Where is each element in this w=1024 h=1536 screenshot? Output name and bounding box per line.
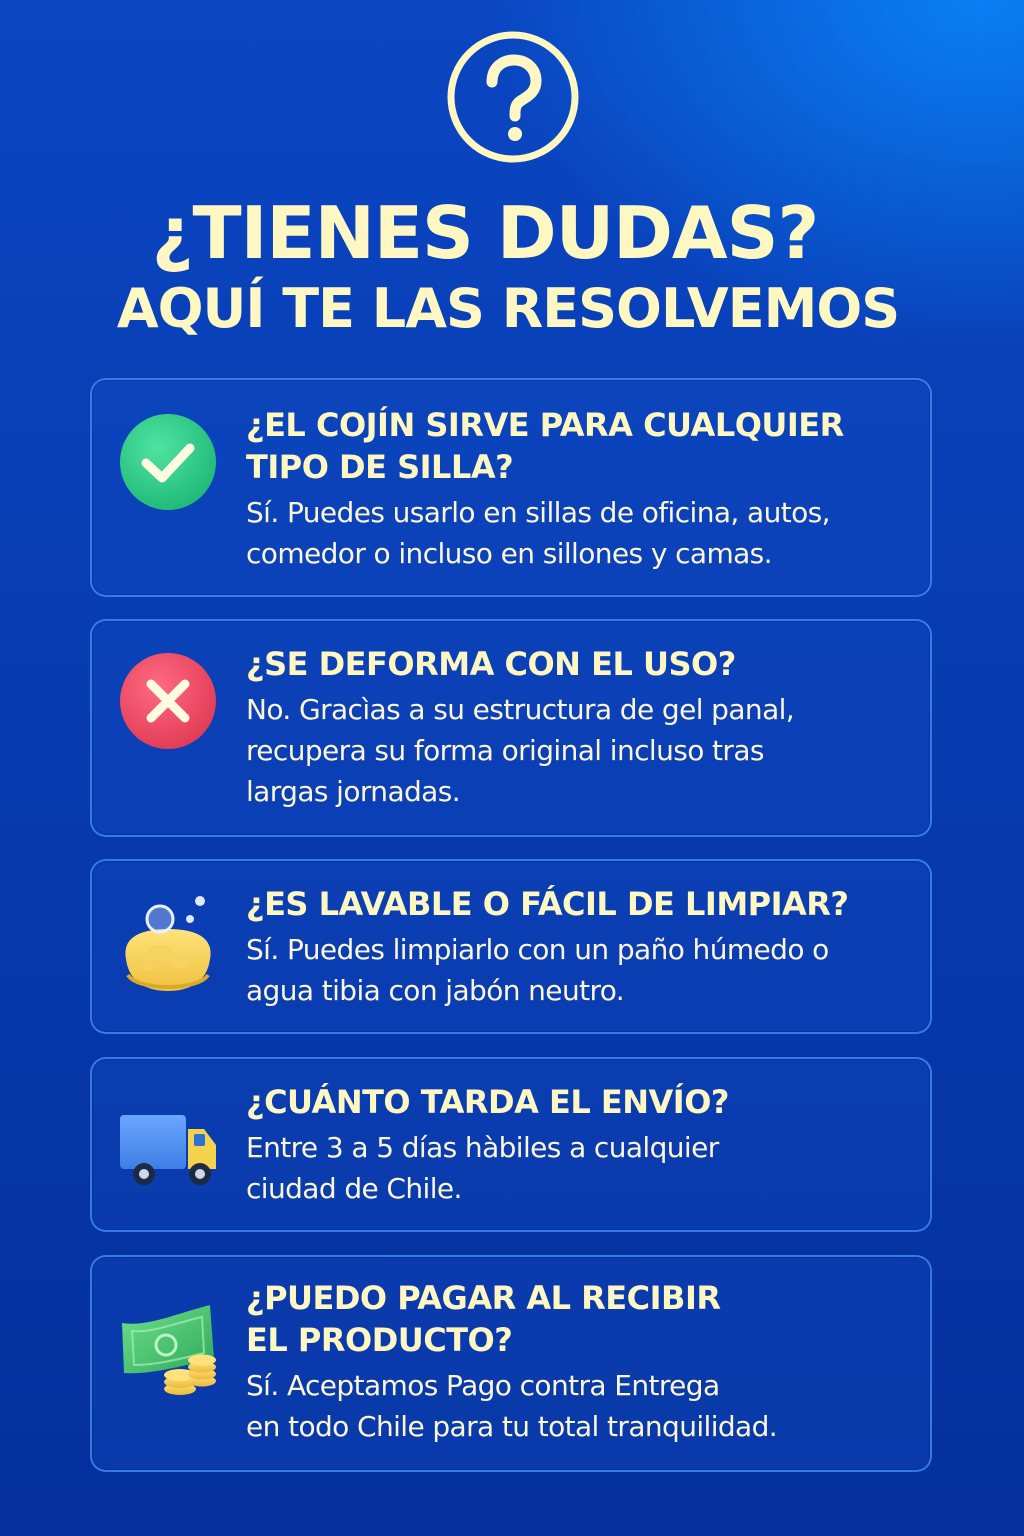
faq-question: ¿PUEDO PAGAR AL RECIBIR	[246, 1279, 721, 1317]
faq-answer: largas jornadas.	[246, 775, 461, 808]
header	[0, 0, 1024, 370]
faq-card-payment[interactable]	[90, 1255, 932, 1472]
faq-question: ¿EL COJÍN SIRVE PARA CUALQUIER	[246, 406, 844, 444]
faq-answer: No. Gracìas a su estructura de gel panal,	[246, 693, 795, 726]
faq-answer: ciudad de Chile.	[246, 1172, 462, 1205]
faq-answer: recupera su forma original incluso tras	[246, 734, 764, 767]
faq-question: ¿ES LAVABLE O FÁCIL DE LIMPIAR?	[246, 885, 849, 923]
delivery-truck-icon	[118, 1103, 218, 1189]
faq-answer: Entre 3 a 5 días hàbiles a cualquier	[246, 1131, 719, 1164]
faq-question: TIPO DE SILLA?	[246, 448, 514, 486]
page-title: ¿TIENES DUDAS?	[151, 191, 819, 275]
faq-answer: en todo Chile para tu total tranquilidad.	[246, 1410, 778, 1443]
faq-answer: agua tibia con jabón neutro.	[246, 974, 625, 1007]
question-circle-icon	[446, 30, 580, 164]
faq-answer: Sí. Puedes usarlo en sillas de oficina, autos,	[246, 496, 830, 529]
faq-question: ¿CUÁNTO TARDA EL ENVÍO?	[246, 1083, 729, 1121]
faq-answer: comedor o incluso en sillones y camas.	[246, 537, 772, 570]
faq-question: EL PRODUCTO?	[246, 1321, 513, 1359]
faq-card-clean[interactable]	[90, 859, 932, 1034]
page-subtitle: AQUÍ TE LAS RESOLVEMOS	[116, 277, 900, 340]
money-coins-icon	[118, 1303, 218, 1403]
soap-icon	[118, 895, 218, 995]
faq-question: ¿SE DEFORMA CON EL USO?	[246, 645, 736, 683]
x-circle-icon	[118, 651, 218, 751]
faq-answer: Sí. Aceptamos Pago contra Entrega	[246, 1369, 720, 1402]
check-circle-icon	[118, 412, 218, 512]
faq-answer: Sí. Puedes limpiarlo con un paño húmedo o	[246, 933, 829, 966]
faq-card-chair[interactable]	[90, 378, 932, 597]
faq-card-shipping[interactable]	[90, 1057, 932, 1232]
faq-card-deform[interactable]	[90, 619, 932, 837]
